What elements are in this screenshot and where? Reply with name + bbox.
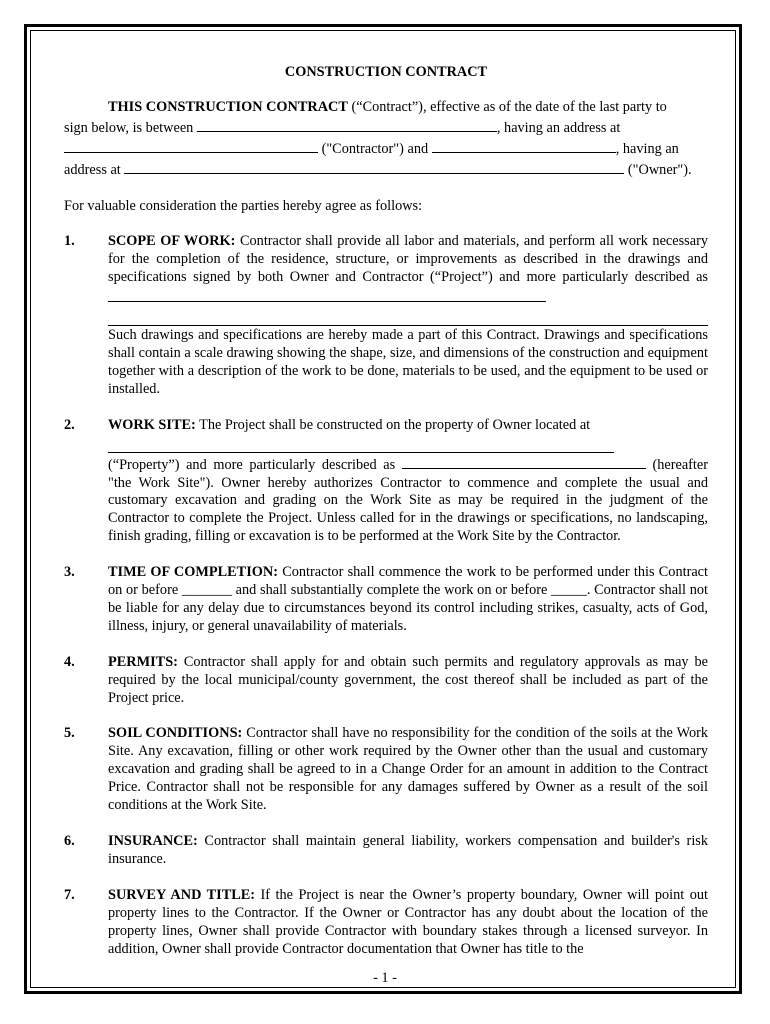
contractor-address-blank[interactable] [64,138,318,153]
contractor-name-blank[interactable] [197,117,497,132]
section-heading: TIME OF COMPLETION: [108,564,278,581]
section-heading: PERMITS: [108,653,178,670]
section-text-b2: (hereafter "the Work Site"). Owner hereby authorizes Contractor to commence and complete the usual and customary excavation and grading on the Work Site as may be required in the judgment of the Contractor to complete the Project. Unless called for in the drawings or specifications, no landscaping, finish grading, filling or excavation is to be performed at the Work Site by the Contractor. [108,456,709,545]
section-soil-conditions [64,725,708,815]
section-time-of-completion [64,564,708,636]
section-work-site [64,417,708,546]
section-text: Contractor shall maintain general liability, workers compensation and builder's risk insurance. [108,833,708,867]
section-text: Contractor shall have no responsibility for the condition of the soils at the Work Site. Any excavation, filling or other work required by the Owner other than the usual and customary excavation and grading shall be agreed to in a Change Order for an amount in addition to the Contract Price. Contractor shall not be responsible for any damages suffered by Owner as a result of the soil conditions at the Work Site. [108,725,708,814]
intro-line3-a: ("Contractor") and [318,140,432,157]
owner-address-blank[interactable] [124,159,624,174]
section-text-b1: (“Property”) and more particularly described as [108,456,402,473]
intro-line2-b: , having an address at [496,119,621,136]
intro-line3-b: , having an [615,140,679,157]
section-text: Contractor shall commence the work to be performed under this Contract on or before _______ and shall substantially complete the work on or before _____. Contractor shall not be liable for any delay due to circumstances beyond its control including strikes, casualty, acts of God, illness, injury, or general unavailability of materials. [108,564,708,634]
section-number: 1. [64,233,75,250]
section-number: 5. [64,725,75,742]
section-number: 3. [64,564,75,581]
section-heading: SURVEY AND TITLE: [108,886,256,903]
section-text-continued: Such drawings and specifications are hereby made a part of this Contract. Drawings and specifications shall contain a scale drawing showing the shape, size, and dimensions of the construction and equipment together with a description of the work to be done, materials to be used, and the equipment to be used or installed. [108,327,708,397]
page-number: - 1 - [373,970,397,986]
property-description-blank[interactable] [402,454,646,469]
consideration-text: For valuable consideration the parties hereby agree as follows: [64,197,423,214]
section-heading: SCOPE OF WORK: [108,233,236,250]
section-heading: WORK SITE: [108,416,196,433]
section-text: If the Project is near the Owner’s property boundary, Owner will point out property lines to the Contractor. If the Owner or Contractor has any doubt about the location of the property lines, Owner shall provide Contractor with boundary stakes through a licensed surveyor. In addition, Owner shall provide Contractor documentation that Owner has title to the [108,886,709,957]
section-heading: SOIL CONDITIONS: [108,725,243,742]
section-survey-and-title [64,887,708,959]
section-text: Contractor shall apply for and obtain such permits and regulatory approvals as may be required by the local municipal/county government, the cost thereof shall be included as part of the Project price. [108,653,708,706]
intro-paragraph [64,99,708,180]
intro-lead: THIS CONSTRUCTION CONTRACT [108,98,348,115]
section-scope-of-work [64,233,708,398]
intro-line4-b: ("Owner"). [624,161,692,178]
section-text: The Project shall be constructed on the property of Owner located at [195,416,591,433]
intro-line1: (“Contract”), effective as of the date of the last party to [347,98,667,115]
section-number: 2. [64,416,75,433]
section-number: 6. [64,833,75,849]
intro-line4-a: address at [64,161,125,178]
project-description-line[interactable] [108,308,708,326]
owner-name-blank[interactable] [432,138,616,153]
section-heading: INSURANCE: [108,833,198,849]
intro-line2-a: sign below, is between [64,119,197,136]
section-insurance [64,833,708,869]
section-permits [64,654,708,708]
section-text: Contractor shall provide all labor and materials, and perform all work necessary for the completion of the residence, structure, or improvements as described in the drawings and specifications signed by both Owner and Contractor (“Project”) and more particularly described as [108,233,708,286]
document-page [64,64,708,958]
document-title: CONSTRUCTION CONTRACT [284,64,488,80]
project-description-blank[interactable] [108,287,546,302]
property-location-line[interactable] [108,435,614,453]
section-number: 4. [64,653,75,670]
section-number: 7. [64,886,75,903]
